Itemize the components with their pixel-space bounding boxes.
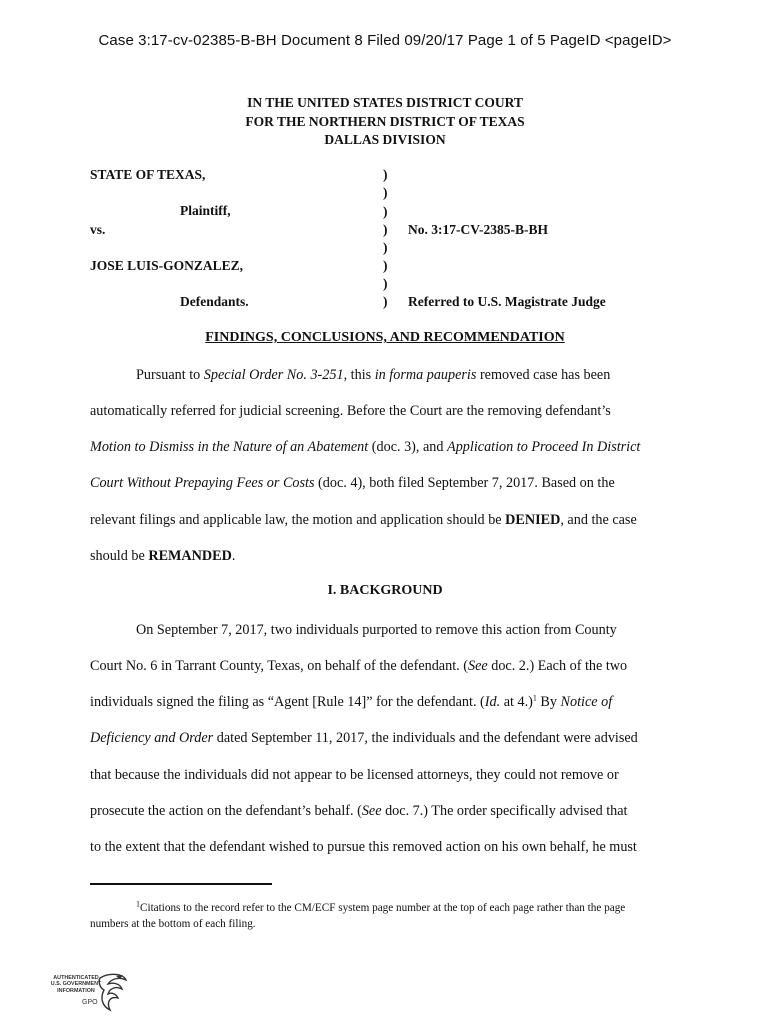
- text-line: individuals signed the filing as “Agent [Rule 14]” for the defendant. (Id. at 4.)$^1$ By Notice of: [90, 693, 613, 710]
- text-line: On September 7, 2017, two individuals purported to remove this action from County: [136, 622, 617, 638]
- court-line-3: DALLAS DIVISION: [324, 132, 446, 147]
- text-line: prosecute the action on the defendant’s behalf. (See doc. 7.) The order specifically advised that: [90, 803, 628, 819]
- text-line: Court No. 6 in Tarrant County, Texas, on behalf of the defendant. (See doc. 2.) Each of the two: [90, 658, 628, 674]
- text-line: to the extent that the defendant wished to pursue this removed action on his own behalf, he must: [90, 839, 637, 855]
- defendant-role: Defendants.: [180, 294, 249, 309]
- court-line-1: IN THE UNITED STATES DISTRICT COURT: [247, 95, 523, 110]
- caption-paren: ): [383, 222, 388, 237]
- caption-paren: ): [383, 167, 388, 182]
- text-line: relevant filings and applicable law, the motion and application should be DENIED, and the case: [90, 512, 637, 528]
- caption-paren: ): [383, 204, 388, 219]
- text-line: should be REMANDED.: [90, 548, 236, 564]
- section-heading-background: I. BACKGROUND: [327, 583, 443, 598]
- defendant-name: JOSE LUIS-GONZALEZ,: [90, 258, 244, 273]
- versus-label: vs.: [90, 222, 106, 237]
- footnote-ref: 1: [532, 693, 537, 703]
- gpo-authentication-logo: [44, 972, 132, 1016]
- ecf-header: Case 3:17-cv-02385-B-BH Document 8 Filed 09/20/17 Page 1 of 5 PageID <pageID>: [98, 32, 672, 49]
- caption-paren: ): [383, 240, 388, 255]
- referral-note: Referred to U.S. Magistrate Judge: [408, 294, 606, 309]
- text-line: that because the individuals did not appear to be licensed attorneys, they could not remove or: [90, 767, 619, 783]
- plaintiff-role: Plaintiff,: [180, 203, 231, 218]
- eagle-emblem-icon: [96, 972, 130, 1014]
- text-line: Pursuant to Special Order No. 3-251, this in forma pauperis removed case has been: [136, 367, 611, 383]
- document-title: FINDINGS, CONCLUSIONS, AND RECOMMENDATION: [205, 330, 565, 345]
- case-number: No. 3:17-CV-2385-B-BH: [408, 222, 548, 237]
- caption-paren: ): [383, 276, 388, 291]
- text-line: Court Without Prepaying Fees or Costs (doc. 4), both filed September 7, 2017. Based on the: [90, 475, 615, 491]
- court-heading: [0, 94, 770, 150]
- caption-paren: ): [383, 258, 388, 273]
- text-line: Motion to Dismiss in the Nature of an Abatement (doc. 3), and Application to Proceed In District: [90, 439, 641, 455]
- court-line-2: FOR THE NORTHERN DISTRICT OF TEXAS: [245, 113, 525, 129]
- footnote-marker: 1: [136, 899, 140, 909]
- text-line: Deficiency and Order dated September 11, 2017, the individuals and the defendant were advised: [90, 730, 638, 746]
- footnote: [90, 900, 690, 932]
- caption-paren: ): [383, 185, 388, 200]
- text-line: automatically referred for judicial screening. Before the Court are the removing defendant’s: [90, 403, 611, 419]
- footnote-divider: [90, 883, 272, 885]
- logo-gpo-label: GPO: [82, 999, 98, 1006]
- caption-paren: ): [383, 294, 388, 309]
- logo-text: AUTHENTICATED U.S. GOVERNMENT INFORMATION: [50, 975, 102, 994]
- plaintiff-name: STATE OF TEXAS,: [90, 167, 206, 182]
- footnote-line: $^1$Citations to the record refer to the CM/ECF system page number at the top of each page rather than the page: [136, 899, 626, 914]
- footnote-line: numbers at the bottom of each filing.: [90, 918, 256, 930]
